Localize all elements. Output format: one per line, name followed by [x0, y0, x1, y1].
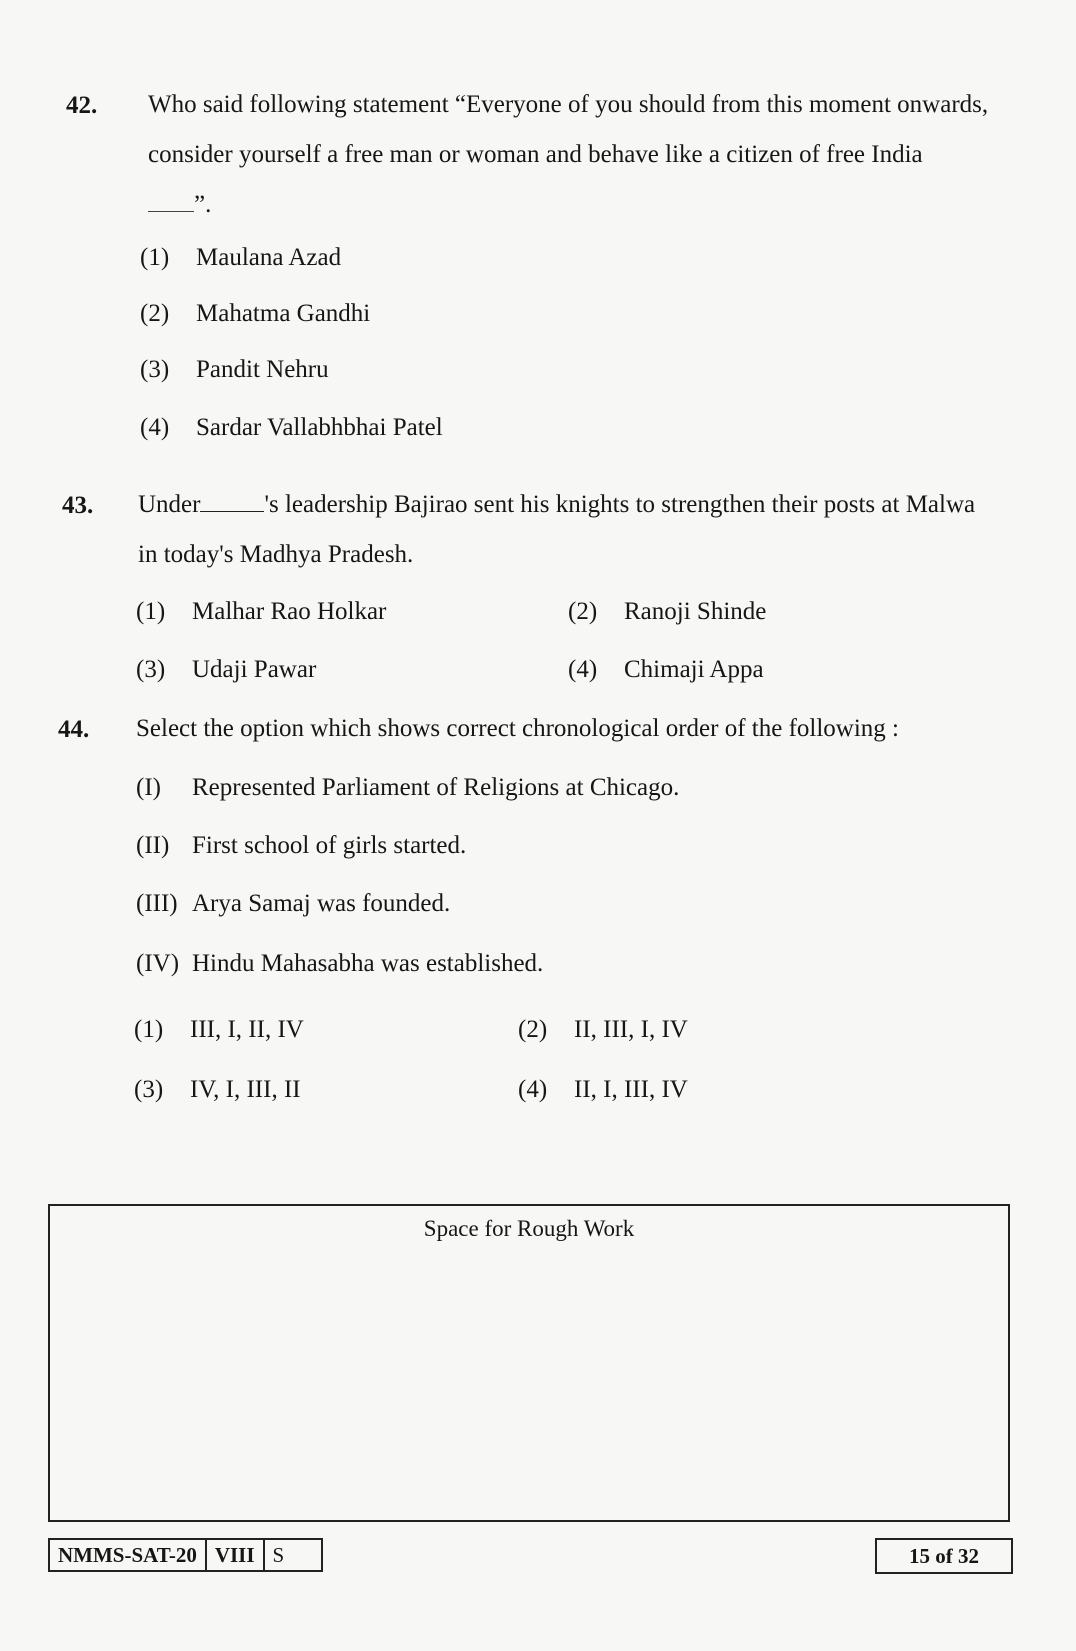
class-code: VIII	[207, 1540, 265, 1570]
statement-number: (I)	[136, 774, 161, 801]
question-text-line: Who said following statement “Everyone of you should from this moment onwards,	[148, 91, 989, 118]
option-text: II, III, I, IV	[574, 1016, 688, 1043]
option-2	[140, 300, 370, 328]
answer-blank	[148, 193, 194, 212]
answer-blank	[200, 491, 264, 512]
question-text-line	[138, 480, 1038, 530]
option-number: (4)	[568, 656, 598, 683]
option-number: (2)	[568, 598, 598, 625]
text-before-blank: Under	[138, 491, 201, 518]
option-text: Sardar Vallabhbhai Patel	[196, 414, 443, 441]
option-number: (1)	[140, 244, 170, 271]
question-number: 44.	[58, 716, 90, 743]
exam-code: NMMS-SAT-20	[50, 1540, 207, 1570]
text-after-blank: 's leadership Bajirao sent his knights to strengthen their posts at Malwa	[264, 491, 976, 518]
option-text: II, I, III, IV	[574, 1076, 688, 1103]
option-number: (1)	[136, 598, 166, 625]
option-text: Pandit Nehru	[196, 356, 329, 383]
rough-work-title: Space for Rough Work	[423, 1216, 635, 1241]
option-text: IV, I, III, II	[190, 1076, 301, 1103]
option-text: Udaji Pawar	[192, 656, 317, 683]
option-4	[140, 414, 443, 442]
option-text: III, I, II, IV	[190, 1016, 304, 1043]
question-text-line: consider yourself a free man or woman and behave like a citizen of free India	[148, 141, 923, 168]
statement-i	[136, 774, 679, 802]
question-number: 43.	[62, 492, 94, 519]
statement-text: Represented Parliament of Religions at Chicago.	[192, 774, 680, 801]
option-text: Ranoji Shinde	[624, 598, 767, 625]
option-number: (4)	[140, 414, 170, 441]
question-text	[148, 80, 1018, 230]
option-number: (1)	[134, 1016, 164, 1043]
question-text: Select the option which shows correct chronological order of the following :	[136, 715, 899, 742]
option-4	[518, 1076, 688, 1104]
option-number: (3)	[136, 656, 166, 683]
question-number: 42.	[66, 92, 98, 119]
option-number: (2)	[140, 300, 170, 327]
option-1	[134, 1016, 304, 1044]
option-number: (3)	[140, 356, 170, 383]
option-3	[140, 356, 329, 384]
page-number: 15 of 32	[875, 1538, 1013, 1574]
statement-text: First school of girls started.	[192, 832, 467, 859]
option-2	[568, 598, 766, 626]
option-1	[136, 598, 386, 626]
statement-text: Hindu Mahasabha was established.	[192, 950, 544, 977]
statement-text: Arya Samaj was founded.	[192, 890, 451, 917]
option-text: Mahatma Gandhi	[196, 300, 371, 327]
closing-quote: ”.	[194, 191, 212, 218]
option-text: Malhar Rao Holkar	[192, 598, 387, 625]
option-1	[140, 244, 341, 272]
set-code: S	[272, 1542, 285, 1567]
option-number: (4)	[518, 1076, 548, 1103]
option-number: (2)	[518, 1016, 548, 1043]
option-number: (3)	[134, 1076, 164, 1103]
question-text	[138, 480, 1038, 580]
option-2	[518, 1016, 688, 1044]
option-4	[568, 656, 764, 684]
option-text: Maulana Azad	[196, 244, 342, 271]
question-text-line	[148, 180, 1018, 230]
statement-number: (II)	[136, 832, 170, 859]
statement-number: (III)	[136, 890, 178, 917]
statement-iv	[136, 950, 543, 978]
footer-exam-code	[48, 1538, 323, 1572]
option-text: Chimaji Appa	[624, 656, 764, 683]
statement-iii	[136, 890, 450, 918]
question-text-line: in today's Madhya Pradesh.	[138, 541, 414, 568]
rough-work-box	[48, 1204, 1010, 1522]
statement-ii	[136, 832, 466, 860]
option-3	[134, 1076, 301, 1104]
option-3	[136, 656, 316, 684]
statement-number: (IV)	[136, 950, 180, 977]
